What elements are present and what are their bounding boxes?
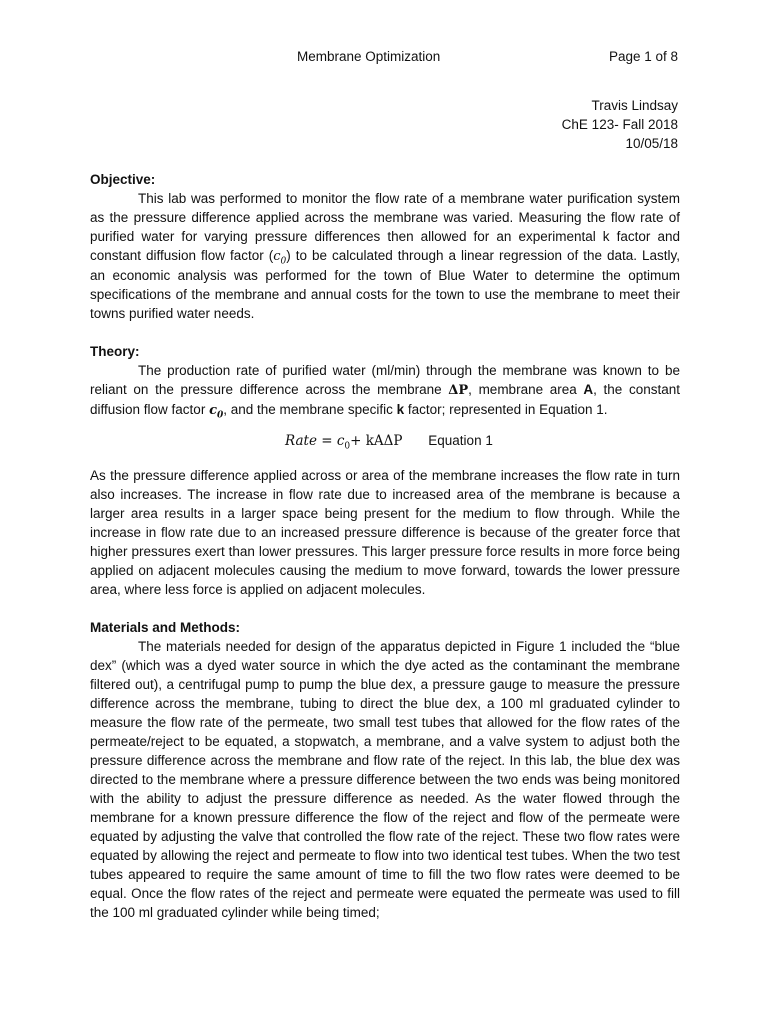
page-number: Page 1 of 8 <box>608 49 678 64</box>
theory-paragraph-1: The production rate of purified water (ml/min) through the membrane was known to be reliant on the pressure difference across the membrane ΔP, membrane area A, the constant diffusion flow factor $c_0$, and the membrane specific k factor; represented in Equation 1. <box>90 363 680 421</box>
report-body <box>90 170 680 922</box>
methods-heading: Materials and Methods: <box>90 620 241 635</box>
author-block <box>562 96 678 153</box>
equation-1 <box>90 428 680 454</box>
course-name: ChE 123- Fall 2018 <box>561 117 678 132</box>
c0-symbol: $c_0$ <box>273 249 287 267</box>
equation-expression: Rate = $c_0+ kA\Delta P$ <box>285 433 403 452</box>
header-title: Membrane Optimization <box>297 49 441 64</box>
delta-p-symbol: ΔP <box>448 383 469 398</box>
area-symbol: A <box>583 382 594 397</box>
author-name: Travis Lindsay <box>591 98 678 113</box>
k-symbol: k <box>396 402 405 417</box>
theory-heading: Theory: <box>90 344 140 359</box>
report-date: 10/05/18 <box>625 136 678 151</box>
equation-label: Equation 1 <box>428 433 493 448</box>
objective-paragraph: This lab was performed to monitor the flow rate of a membrane water purification system as the pressure difference applied across the membrane was varied. Measuring the flow rate of purified water for varying pressure differences then allowed for an experimental k factor and constant diffusion flow factor $(c_0)$ to be calculated through a linear regression of the data. Lastly, an economic analysis was performed for the town of Blue Water to determine the optimum specifications of the membrane and annual costs for the town to use the membrane to meet their towns purified water needs. <box>90 191 680 321</box>
theory-paragraph-2: As the pressure difference applied across or area of the membrane increases the flow rate in turn also increases. The increase in flow rate due to increased area of the membrane is because a larger area results in a larger space being present for the medium to flow through. While the increase in flow rate due to an increased pressure difference is because of the greater force that higher pressures exert than lower pressures. This larger pressure force results in more force being applied on adjacent molecules causing the medium to move forward, towards the lower pressure area, where less force is applied on adjacent molecules. <box>90 468 680 597</box>
methods-paragraph: The materials needed for design of the apparatus depicted in Figure 1 included the “blue dex” (which was a dyed water source in which the dye acted as the contaminant the membrane filtered out), a centrifugal pump to pump the blue dex, a pressure gauge to measure the pressure difference across the membrane, tubing to direct the blue dex, a 100 ml graduated cylinder to measure the flow rate of the permeate, two small test tubes that allowed for the flow rates of the permeate/reject to be equated, a stopwatch, a membrane, and a valve system to adjust both the pressure difference across the membrane and flow rate of the reject. In this lab, the blue dex was directed to the membrane where a pressure difference between the two ends was being monitored with the ability to adjust the pressure difference as needed. As the water flowed through the membrane for a known pressure difference the flow of the reject and flow of the permeate were equated by adjusting the valve that controlled the flow rate of the reject. These two flow rates were equated by allowing the reject and permeate to flow into two identical test tubes. When the two test tubes appeared to require the same amount of time to fill the two flow rates were deemed to be equal. Once the flow rates of the reject and permeate were equated the permeate was used to fill the 100 ml graduated cylinder while being timed; <box>90 639 680 920</box>
c0-theory-symbol: $c_0$ <box>209 403 224 421</box>
objective-heading: Objective: <box>90 172 156 187</box>
